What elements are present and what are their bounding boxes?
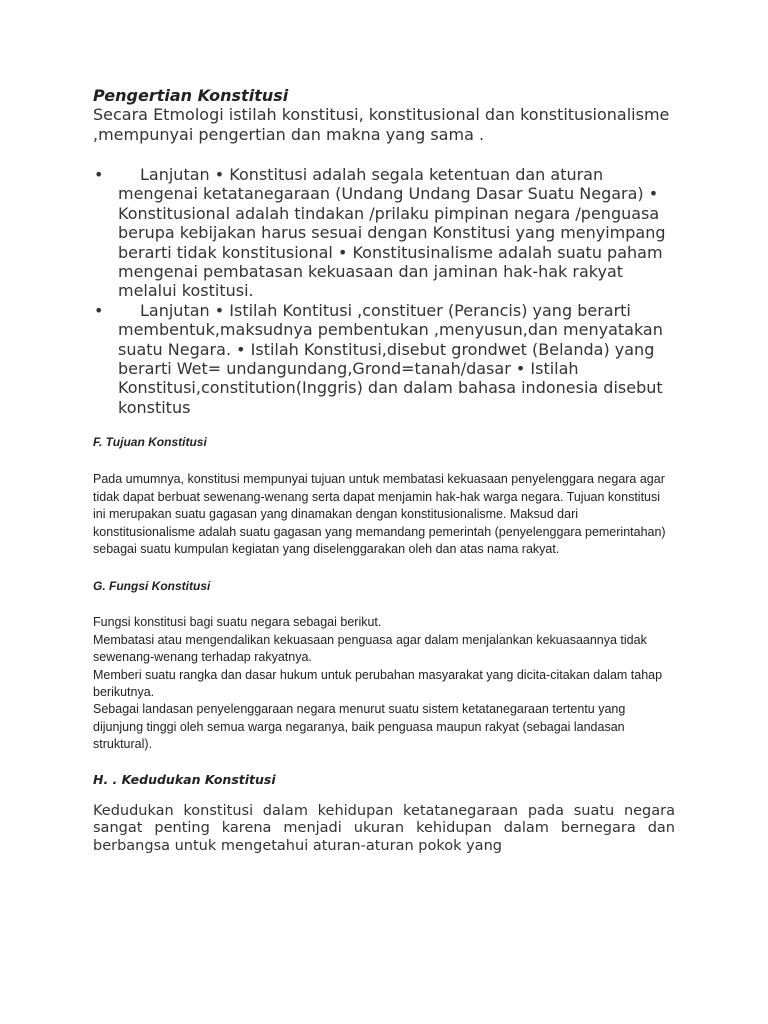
bullet-text: Lanjutan • Istilah Kontitusi ,constituer (Perancis) yang berarti membentuk,maksudnya pembentukan ,menyusun,dan menyatakan suatu Negara. • Istilah Konstitusi,disebut grondwet (Belanda) yang berarti Wet= undangundang,Grond=tanah/dasar • Istilah Konstitusi,constitution(Inggris) dan dalam bahasa indonesia disebut konstitus [118,300,663,417]
section-heading-fungsi: G. Fungsi Konstitusi [93,579,211,594]
bullet-icon: • [94,165,104,184]
bullet-text: Lanjutan • Konstitusi adalah segala ketentuan dan aturan mengenai ketatanegaraan (Undang Undang Dasar Suatu Negara) • Konstitusional adalah tindakan /prilaku pimpinan negara /penguasa berupa kebijakan harus sesuai dengan Konstitusi yang menyimpang berarti tidak konstitusional • Konstitusinalisme adalah suatu paham mengenai pembatasan kekuasaan dan jaminan hak-hak rakyat melalui kostitusi. [118,165,666,301]
document-page [93,86,675,855]
section-paragraph-tujuan: Pada umumnya, konstitusi mempunyai tujuan untuk membatasi kekuasaan penyelenggara negara agar tidak dapat berbuat sewenang-wenang serta dapat menjamin hak-hak warga negara. Tujuan konstitusi ini merupakan suatu gagasan yang dinamakan dengan konstitusionalisme. Maksud dari konstitusionalisme adalah suatu gagasan yang memandang pemerintah (penyelenggara pemerintahan) sebagai suatu kumpulan kegiatan yang diselenggarakan oleh dan atas nama rakyat. [93,472,666,556]
fungsi-line: Membatasi atau mengendalikan kekuasaan penguasa agar dalam menjalankan kekuasaannya tidak sewenang-wenang terhadap rakyatnya. [93,632,647,665]
fungsi-line: Fungsi konstitusi bagi suatu negara sebagai berikut. [93,615,382,630]
section-heading-tujuan: F. Tujuan Konstitusi [93,435,207,450]
bullet-item [93,165,675,301]
intro-paragraph: Secara Etmologi istilah konstitusi, konstitusional dan konstitusionalisme ,mempunyai pengertian dan makna yang sama . [93,105,670,144]
section-paragraph-fungsi [93,614,675,753]
document-title: Pengertian Konstitusi [93,86,289,105]
fungsi-line: Sebagai landasan penyelenggaraan negara menurut suatu sistem ketatanegaraan tertentu yang dijunjung tinggi oleh semua warga negaranya, baik penguasa maupun rakyat (sebagai landasan struktural). [93,702,626,752]
bullet-item [93,301,675,417]
section-heading-kedudukan: H. . Kedudukan Konstitusi [93,771,276,787]
bullet-icon: • [94,300,104,320]
section-paragraph-kedudukan: Kedudukan konstitusi dalam kehidupan ketatanegaraan pada suatu negara sangat penting karena menjadi ukuran kehidupan dalam bernegara dan berbangsa untuk mengetahui aturan-aturan pokok yang [93,802,675,854]
bullet-list [93,165,675,417]
fungsi-line: Memberi suatu rangka dan dasar hukum untuk perubahan masyarakat yang dicita-citakan dalam tahap berikutnya. [93,667,663,699]
